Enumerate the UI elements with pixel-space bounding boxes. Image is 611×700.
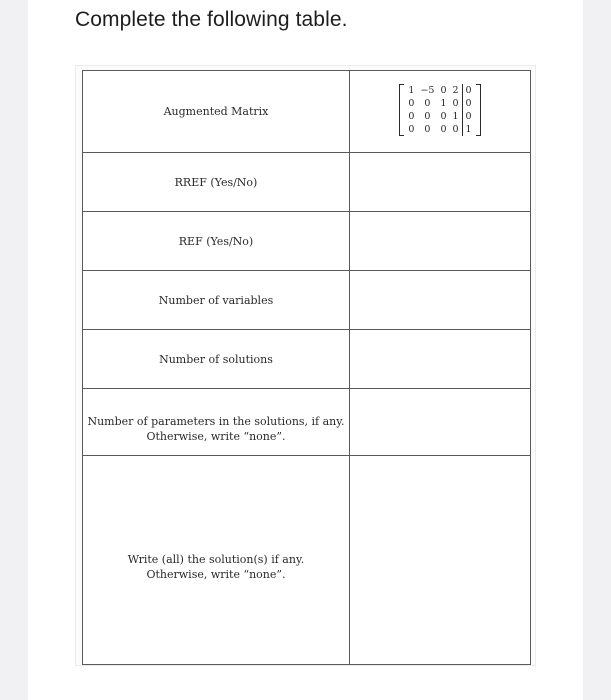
matrix-entry: 0: [408, 111, 415, 122]
question-prompt: Complete the following table.: [75, 8, 348, 31]
matrix-entry: 1: [452, 111, 459, 122]
row-label-write-solutions: [83, 456, 350, 665]
matrix-entry: 1: [408, 85, 415, 96]
write-solutions-label-line-2: Otherwise, write “none”.: [146, 568, 286, 581]
ref-answer-cell: [350, 212, 531, 271]
matrix-entry: 0: [408, 124, 415, 135]
matrix-entry: 1: [440, 98, 447, 109]
matrix-entry: 0: [424, 111, 431, 122]
row-label-rref: RREF (Yes/No): [83, 153, 350, 212]
solutions-answer-cell: [350, 330, 531, 389]
matrix-entry: 0: [452, 98, 459, 109]
table-row-write-solutions: [83, 456, 531, 665]
matrix-row: [405, 97, 474, 110]
row-label-parameters: [83, 389, 350, 456]
matrix-augmented-entry: 0: [462, 110, 475, 123]
table-row-augmented-matrix: [83, 71, 531, 153]
matrix-entry: 0: [440, 85, 447, 96]
matrix-augmented-entry: 0: [462, 84, 475, 97]
write-solutions-answer-cell: [350, 456, 531, 665]
matrix-entry: 0: [408, 98, 415, 109]
table-row-parameters: [83, 389, 531, 456]
parameters-answer-cell: [350, 389, 531, 456]
matrix-row: [405, 123, 474, 136]
matrix-entry: 0: [440, 124, 447, 135]
right-bracket: [476, 84, 481, 136]
matrix-entry: −5: [420, 85, 435, 96]
table-row-variables: [83, 271, 531, 330]
row-label-augmented-matrix: Augmented Matrix: [83, 71, 350, 153]
matrix-augmented-entry: 1: [462, 123, 475, 136]
matrix-entry: 0: [424, 98, 431, 109]
table-row-solutions: [83, 330, 531, 389]
augmented-matrix: [399, 84, 480, 136]
matrix-entry: 0: [424, 124, 431, 135]
matrix-grid: [405, 84, 474, 136]
matrix-augmented-entry: 0: [462, 97, 475, 110]
matrix-row: [405, 84, 474, 97]
rref-answer-cell: [350, 153, 531, 212]
parameters-label-line-2: Otherwise, write “none”.: [146, 430, 286, 443]
matrix-entry: 0: [452, 124, 459, 135]
table-row-ref: [83, 212, 531, 271]
variables-answer-cell: [350, 271, 531, 330]
answer-table: [82, 70, 531, 665]
parameters-label: [83, 400, 349, 444]
matrix-row: [405, 110, 474, 123]
parameters-label-line-1: Number of parameters in the solutions, if any.: [87, 415, 345, 428]
row-label-variables: Number of variables: [83, 271, 350, 330]
left-bracket: [399, 84, 404, 136]
matrix-entry: 0: [440, 111, 447, 122]
augmented-matrix-cell: [350, 71, 531, 153]
row-label-ref: REF (Yes/No): [83, 212, 350, 271]
table-row-rref: [83, 153, 531, 212]
write-solutions-label-line-1: Write (all) the solution(s) if any.: [127, 553, 305, 566]
write-solutions-label: [83, 538, 349, 582]
matrix-entry: 2: [452, 85, 459, 96]
row-label-solutions: Number of solutions: [83, 330, 350, 389]
